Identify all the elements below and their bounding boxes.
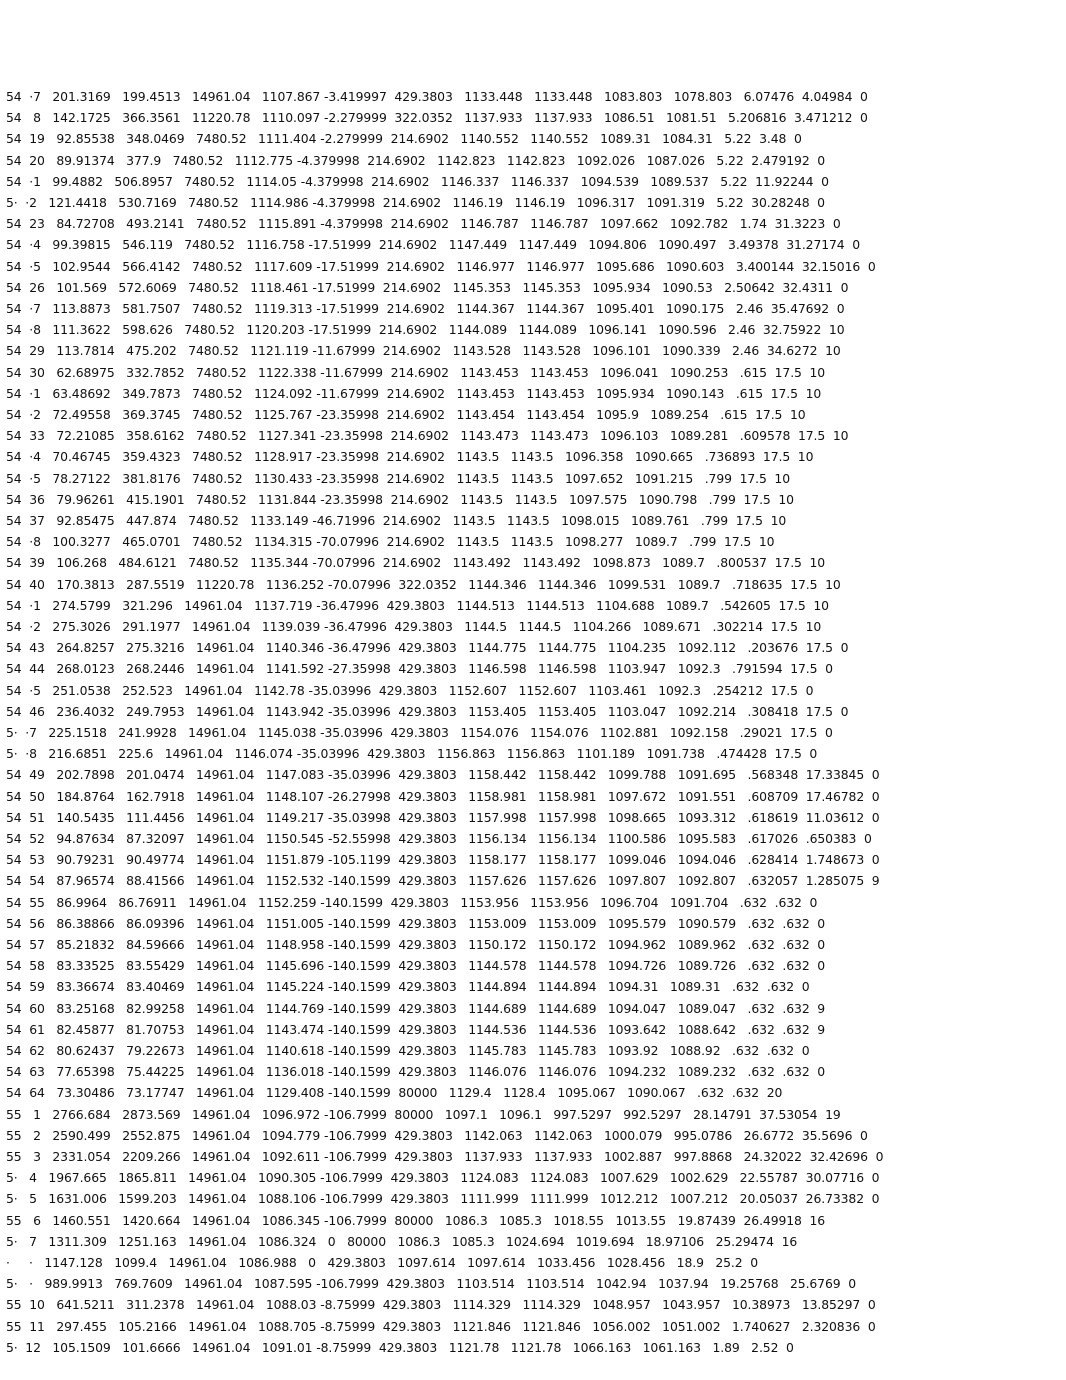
data-row: 54 ·1 63.48692 349.7873 7480.52 1124.092 -11.67999 214.6902 1143.453 1143.453 1095.934 1090.143 .615 17.5 10 (6, 385, 822, 401)
data-row: 54 20 89.91374 377.9 7480.52 1112.775 -4.379998 214.6902 1142.823 1142.823 1092.026 1087.026 5.22 2.479192 0 (6, 152, 826, 168)
data-row: 54 58 83.33525 83.55429 14961.04 1145.696 -140.1599 429.3803 1144.578 1144.578 1094.726 1089.726 .632 .632 0 (6, 958, 826, 974)
data-row: 54 52 94.87634 87.32097 14961.04 1150.545 -52.55998 429.3803 1156.134 1156.134 1100.586 1095.583 .617026 .650383 0 (6, 831, 872, 846)
data-row: 54 ·4 70.46745 359.4323 7480.52 1128.917 -23.35998 214.6902 1143.5 1143.5 1096.358 1090.665 .736893 17.5 10 (6, 449, 814, 465)
data-row: 5· ·8 216.6851 225.6 14961.04 1146.074 -35.03996 429.3803 1156.863 1156.863 1101.189 1091.738 .474428 17.5 0 (6, 746, 818, 762)
data-row: 54 51 140.5435 111.4456 14961.04 1149.217 -35.03998 429.3803 1157.998 1157.998 1098.665 1093.312 .618619 11.03612 0 (6, 809, 880, 825)
data-row: 55 10 641.5211 311.2378 14961.04 1088.03 -8.75999 429.3803 1114.329 1114.329 1048.957 1043.957 10.38973 13.85297 0 (6, 1297, 876, 1313)
data-row: 54 ·7 201.3169 199.4513 14961.04 1107.867 -3.419997 429.3803 1133.448 1133.448 1083.803 1078.803 6.07476 4.04984 0 (6, 89, 868, 104)
data-row: 54 26 101.569 572.6069 7480.52 1118.461 -17.51999 214.6902 1145.353 1145.353 1095.934 1090.53 2.50642 32.4311 0 (6, 279, 849, 295)
data-row: 55 3 2331.054 2209.266 14961.04 1092.611 -106.7999 429.3803 1137.933 1137.933 1002.887 997.8868 24.32022 32.42696 0 (6, 1149, 884, 1164)
data-row: 55 6 1460.551 1420.664 14961.04 1086.345 -106.7999 80000 1086.3 1085.3 1018.55 1013.55 19.87439 26.49918 16 (6, 1212, 826, 1228)
data-row: 54 ·5 78.27122 381.8176 7480.52 1130.433 -23.35998 214.6902 1143.5 1143.5 1097.652 1091.215 .799 17.5 10 (6, 470, 790, 486)
data-row: 54 29 113.7814 475.202 7480.52 1121.119 -11.67999 214.6902 1143.528 1143.528 1096.101 1090.339 2.46 34.6272 10 (6, 343, 841, 359)
data-row: 54 ·1 274.5799 321.296 14961.04 1137.719 -36.47996 429.3803 1144.513 1144.513 1104.688 1089.7 .542605 17.5 10 (6, 597, 829, 613)
data-row: 54 56 86.38866 86.09396 14961.04 1151.005 -140.1599 429.3803 1153.009 1153.009 1095.579 1090.579 .632 .632 0 (6, 915, 826, 931)
data-row: 5· ·7 225.1518 241.9928 14961.04 1145.038 -35.03996 429.3803 1154.076 1154.076 1102.881 1092.158 .29021 17.5 0 (6, 725, 833, 740)
data-row: 54 64 73.30486 73.17747 14961.04 1129.408 -140.1599 80000 1129.4 1128.4 1095.067 1090.067 .632 .632 20 (6, 1085, 783, 1101)
data-row: 54 33 72.21085 358.6162 7480.52 1127.341 -23.35998 214.6902 1143.473 1143.473 1096.103 1089.281 .609578 17.5 10 (6, 428, 849, 444)
data-row: · · 1147.128 1099.4 14961.04 1086.988 0 429.3803 1097.614 1097.614 1033.456 1028.456 18.9 25.2 0 (6, 1255, 759, 1270)
data-row: 54 23 84.72708 493.2141 7480.52 1115.891 -4.379998 214.6902 1146.787 1146.787 1097.662 1092.782 1.74 31.3223 0 (6, 216, 841, 232)
data-row: 55 1 2766.684 2873.569 14961.04 1096.972 -106.7999 80000 1097.1 1096.1 997.5297 992.5297 28.14791 37.53054 19 (6, 1106, 841, 1122)
data-row: 54 ·8 100.3277 465.0701 7480.52 1134.315 -70.07996 214.6902 1143.5 1143.5 1098.277 1089.7 .799 17.5 10 (6, 534, 775, 550)
data-row: 54 ·5 251.0538 252.523 14961.04 1142.78 -35.03996 429.3803 1152.607 1152.607 1103.461 1092.3 .254212 17.5 0 (6, 682, 814, 698)
data-row: 54 60 83.25168 82.99258 14961.04 1144.769 -140.1599 429.3803 1144.689 1144.689 1094.047 1089.047 .632 .632 9 (6, 1000, 826, 1016)
data-row: 54 53 90.79231 90.49774 14961.04 1151.879 -105.1199 429.3803 1158.177 1158.177 1099.046 1094.046 .628414 1.748673 0 (6, 852, 880, 868)
data-row: 54 59 83.36674 83.40469 14961.04 1145.224 -140.1599 429.3803 1144.894 1144.894 1094.31 1089.31 .632 .632 0 (6, 979, 810, 995)
data-row: 55 11 297.455 105.2166 14961.04 1088.705 -8.75999 429.3803 1121.846 1121.846 1056.002 1051.002 1.740627 2.320836 0 (6, 1318, 876, 1334)
data-row: 5· 4 1967.665 1865.811 14961.04 1090.305 -106.7999 429.3803 1124.083 1124.083 1007.629 1002.629 22.55787 30.07716 0 (6, 1170, 880, 1186)
data-row: 54 30 62.68975 332.7852 7480.52 1122.338 -11.67999 214.6902 1143.453 1143.453 1096.041 1090.253 .615 17.5 10 (6, 364, 826, 380)
data-row: 5· 12 105.1509 101.6666 14961.04 1091.01 -8.75999 429.3803 1121.78 1121.78 1066.163 1061.163 1.89 2.52 0 (6, 1339, 794, 1355)
data-row: 5· 5 1631.006 1599.203 14961.04 1088.106 -106.7999 429.3803 1111.999 1111.999 1012.212 1007.212 20.05037 26.73382 0 (6, 1191, 880, 1207)
data-row: 54 40 170.3813 287.5519 11220.78 1136.252 -70.07996 322.0352 1144.346 1144.346 1099.531 1089.7 .718635 17.5 10 (6, 576, 841, 592)
data-row: 54 62 80.62437 79.22673 14961.04 1140.618 -140.1599 429.3803 1145.783 1145.783 1093.92 1088.92 .632 .632 0 (6, 1043, 810, 1058)
data-row: 54 57 85.21832 84.59666 14961.04 1148.958 -140.1599 429.3803 1150.172 1150.172 1094.962 1089.962 .632 .632 0 (6, 937, 826, 952)
data-row: 5· · 989.9913 769.7609 14961.04 1087.595 -106.7999 429.3803 1103.514 1103.514 1042.94 1037.94 19.25768 25.6769 0 (6, 1276, 856, 1292)
data-row: 54 50 184.8764 162.7918 14961.04 1148.107 -26.27998 429.3803 1158.981 1158.981 1097.672 1091.551 .608709 17.46782 0 (6, 788, 880, 804)
data-row: 54 63 77.65398 75.44225 14961.04 1136.018 -140.1599 429.3803 1146.076 1146.076 1094.232 1089.232 .632 .632 0 (6, 1064, 826, 1080)
data-row: 54 ·5 102.9544 566.4142 7480.52 1117.609 -17.51999 214.6902 1146.977 1146.977 1095.686 1090.603 3.400144 32.15016 0 (6, 258, 876, 274)
data-row: 54 55 86.9964 86.76911 14961.04 1152.259 -140.1599 429.3803 1153.956 1153.956 1096.704 1091.704 .632 .632 0 (6, 894, 818, 910)
data-row: 54 44 268.0123 268.2446 14961.04 1141.592 -27.35998 429.3803 1146.598 1146.598 1103.947 1092.3 .791594 17.5 0 (6, 661, 833, 677)
data-row: 5· 7 1311.309 1251.163 14961.04 1086.324 0 80000 1086.3 1085.3 1024.694 1019.694 18.97106 25.29474 16 (6, 1233, 798, 1249)
data-row: 54 36 79.96261 415.1901 7480.52 1131.844 -23.35998 214.6902 1143.5 1143.5 1097.575 1090.798 .799 17.5 10 (6, 491, 794, 507)
data-row: 54 49 202.7898 201.0474 14961.04 1147.083 -35.03996 429.3803 1158.442 1158.442 1099.788 1091.695 .568348 17.33845 0 (6, 767, 880, 783)
data-row: 54 ·2 275.3026 291.1977 14961.04 1139.039 -36.47996 429.3803 1144.5 1144.5 1104.266 1089.671 .302214 17.5 10 (6, 619, 822, 634)
data-row: 54 ·8 111.3622 598.626 7480.52 1120.203 -17.51999 214.6902 1144.089 1144.089 1096.141 1090.596 2.46 32.75922 10 (6, 322, 845, 338)
data-row: 54 54 87.96574 88.41566 14961.04 1152.532 -140.1599 429.3803 1157.626 1157.626 1097.807 1092.807 .632057 1.285075 9 (6, 873, 880, 889)
data-row: 5· ·2 121.4418 530.7169 7480.52 1114.986 -4.379998 214.6902 1146.19 1146.19 1096.317 1091.319 5.22 30.28248 0 (6, 195, 825, 210)
data-row: 54 ·7 113.8873 581.7507 7480.52 1119.313 -17.51999 214.6902 1144.367 1144.367 1095.401 1090.175 2.46 35.47692 0 (6, 301, 845, 316)
data-row: 55 2 2590.499 2552.875 14961.04 1094.779 -106.7999 429.3803 1142.063 1142.063 1000.079 995.0786 26.6772 35.5696 0 (6, 1127, 868, 1143)
data-row: 54 61 82.45877 81.70753 14961.04 1143.474 -140.1599 429.3803 1144.536 1144.536 1093.642 1088.642 .632 .632 9 (6, 1021, 826, 1037)
data-row: 54 39 106.268 484.6121 7480.52 1135.344 -70.07996 214.6902 1143.492 1143.492 1098.873 1089.7 .800537 17.5 10 (6, 555, 826, 571)
data-row: 54 ·2 72.49558 369.3745 7480.52 1125.767 -23.35998 214.6902 1143.454 1143.454 1095.9 1089.254 .615 17.5 10 (6, 407, 806, 422)
data-row: 54 43 264.8257 275.3216 14961.04 1140.346 -36.47996 429.3803 1144.775 1144.775 1104.235 1092.112 .203676 17.5 0 (6, 640, 849, 656)
data-row: 54 8 142.1725 366.3561 11220.78 1110.097 -2.279999 322.0352 1137.933 1137.933 1086.51 1081.51 5.206816 3.471212 0 (6, 110, 868, 126)
data-row: 54 19 92.85538 348.0469 7480.52 1111.404 -2.279999 214.6902 1140.552 1140.552 1089.31 1084.31 5.22 3.48 0 (6, 131, 802, 147)
data-row: 54 ·1 99.4882 506.8957 7480.52 1114.05 -4.379998 214.6902 1146.337 1146.337 1094.539 1089.537 5.22 11.92244 0 (6, 173, 829, 189)
data-row: 54 46 236.4032 249.7953 14961.04 1143.942 -35.03996 429.3803 1153.405 1153.405 1103.047 1092.214 .308418 17.5 0 (6, 703, 849, 719)
data-row: 54 ·4 99.39815 546.119 7480.52 1116.758 -17.51999 214.6902 1147.449 1147.449 1094.806 1090.497 3.49378 31.27174 0 (6, 237, 861, 253)
data-row: 54 37 92.85475 447.874 7480.52 1133.149 -46.71996 214.6902 1143.5 1143.5 1098.015 1089.761 .799 17.5 10 (6, 513, 787, 528)
